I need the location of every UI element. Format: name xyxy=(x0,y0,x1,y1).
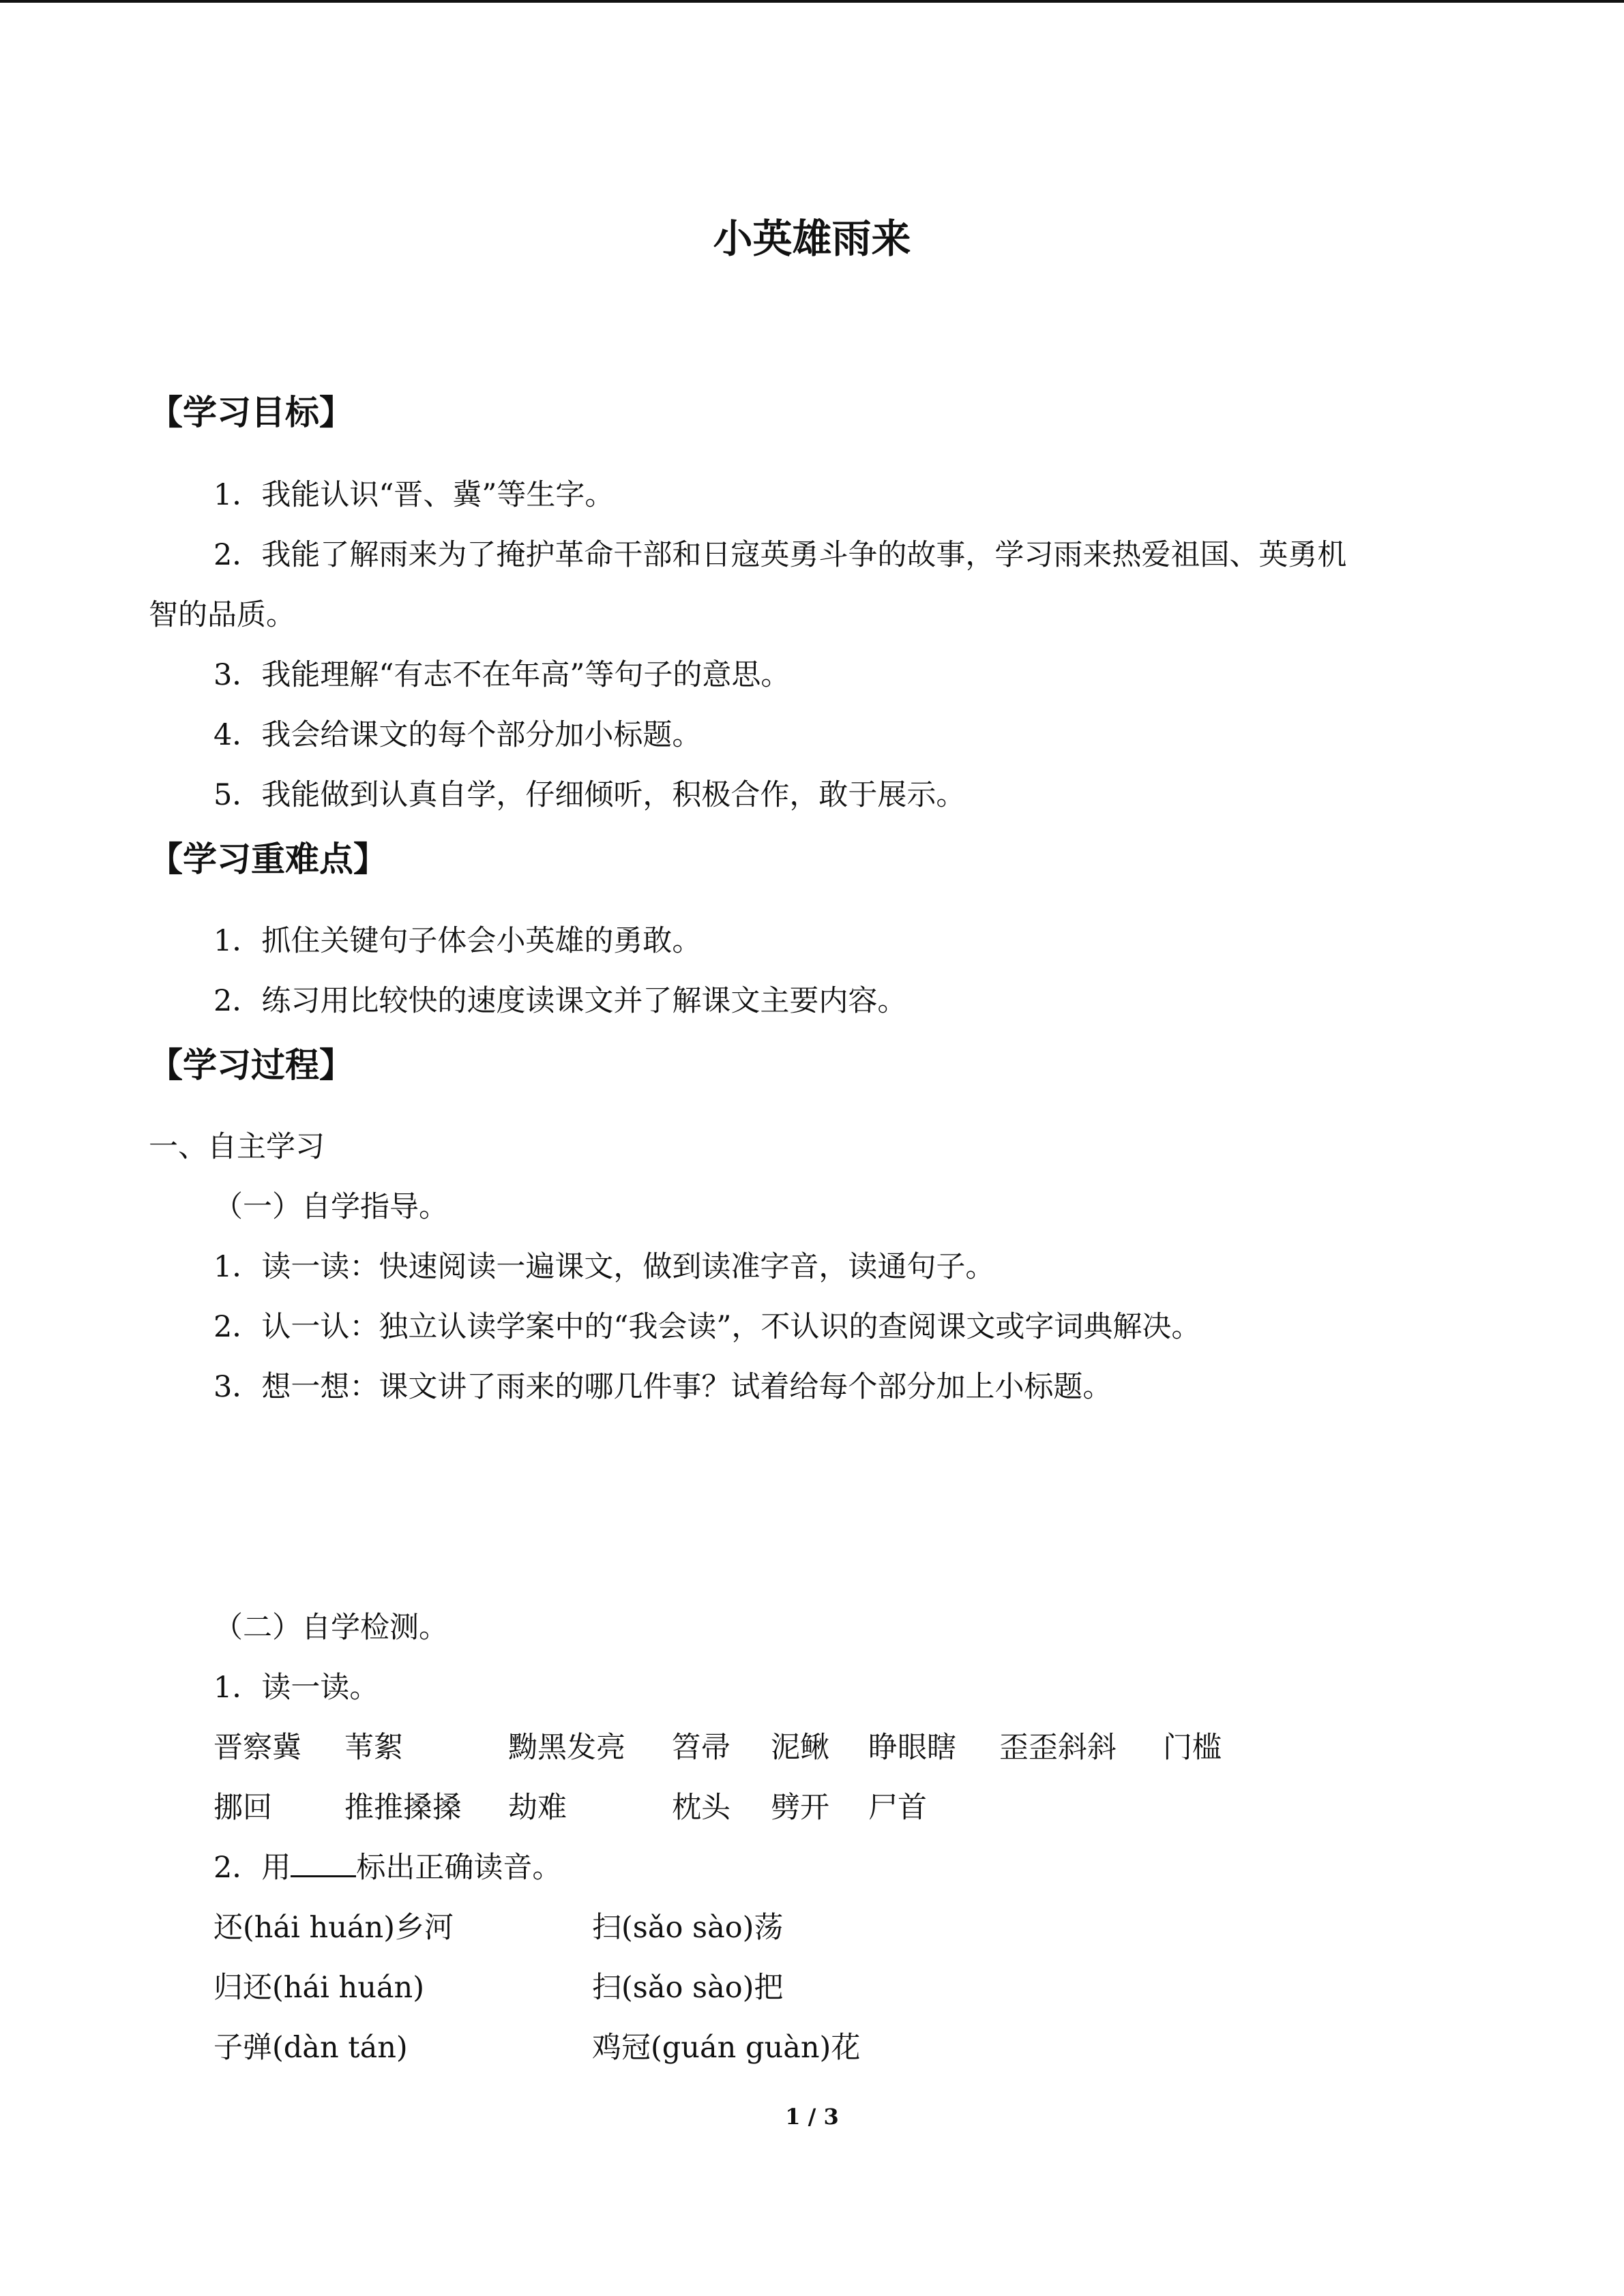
word-item: 劫难 xyxy=(508,1791,567,1825)
word-item: 挪回 xyxy=(213,1791,272,1825)
guide-item-2: 2．认一认：独立认读学案中的“我会读”，不认识的查阅课文或字词典解决。 xyxy=(213,1310,1201,1344)
read-label: 1．读一读。 xyxy=(213,1671,379,1705)
page-title: 小英雄雨来 xyxy=(713,215,911,262)
word-item: 枕头 xyxy=(672,1791,730,1825)
page-number: 1 / 3 xyxy=(785,2104,839,2130)
underline-blank xyxy=(291,1848,356,1877)
pinyin-instruction-end: 标出正确读音。 xyxy=(356,1851,562,1885)
goal-item-2: 2．我能了解雨来为了掩护革命干部和日寇英勇斗争的故事，学习雨来热爱祖国、英勇机 xyxy=(213,538,1347,572)
pinyin-item: 扫(sǎo sào)把 xyxy=(592,1971,784,2005)
guide-item-3: 3．想一想：课文讲了雨来的哪几件事？试着给每个部分加上小标题。 xyxy=(213,1370,1112,1404)
pinyin-item: 鸡冠(guán guàn)花 xyxy=(592,2031,861,2065)
goal-item-3: 3．我能理解“有志不在年高”等句子的意思。 xyxy=(213,658,791,692)
word-item: 尸首 xyxy=(868,1791,927,1825)
goal-item-5: 5．我能做到认真自学，仔细倾听，积极合作，敢于展示。 xyxy=(213,778,966,812)
guide-item-1: 1．读一读：快速阅读一遍课文，做到读准字音，读通句子。 xyxy=(213,1250,995,1284)
word-item: 晋察冀 xyxy=(213,1731,301,1765)
word-item: 推推搡搡 xyxy=(344,1791,462,1825)
pinyin-item: 扫(sǎo sào)荡 xyxy=(592,1911,784,1945)
key-point-1: 1．抓住关键句子体会小英雄的勇敢。 xyxy=(213,924,702,958)
pinyin-instruction xyxy=(213,1847,561,1888)
key-point-2: 2．练习用比较快的速度读课文并了解课文主要内容。 xyxy=(213,984,907,1018)
word-item: 睁眼瞎 xyxy=(868,1731,956,1765)
word-item: 劈开 xyxy=(771,1791,829,1825)
pinyin-item: 子弹(dàn tán) xyxy=(213,2031,408,2065)
section-heading-key-points: 【学习重难点】 xyxy=(149,839,387,879)
word-item: 苇絮 xyxy=(344,1731,403,1765)
pinyin-instruction-start: 2．用 xyxy=(213,1851,291,1885)
pinyin-item: 归还(hái huán) xyxy=(213,1971,425,2005)
goal-item-1: 1．我能认识“晋、冀”等生字。 xyxy=(213,478,615,512)
goal-item-2-continued: 智的品质。 xyxy=(149,598,295,632)
section-heading-goals: 【学习目标】 xyxy=(149,393,353,432)
word-item: 门槛 xyxy=(1163,1731,1222,1765)
goal-item-4: 4．我会给课文的每个部分加小标题。 xyxy=(213,718,702,752)
section-heading-process: 【学习过程】 xyxy=(149,1045,353,1085)
word-item: 黝黑发亮 xyxy=(508,1731,625,1765)
word-item: 歪歪斜斜 xyxy=(999,1731,1117,1765)
part1-heading: 一、自主学习 xyxy=(149,1130,325,1164)
pinyin-item: 还(hái huán)乡河 xyxy=(213,1911,454,1945)
word-item: 笤帚 xyxy=(672,1731,730,1765)
top-border xyxy=(0,0,1624,3)
guide-heading: （一）自学指导。 xyxy=(213,1190,448,1224)
word-item: 泥鳅 xyxy=(771,1731,829,1765)
check-heading: （二）自学检测。 xyxy=(213,1611,448,1645)
